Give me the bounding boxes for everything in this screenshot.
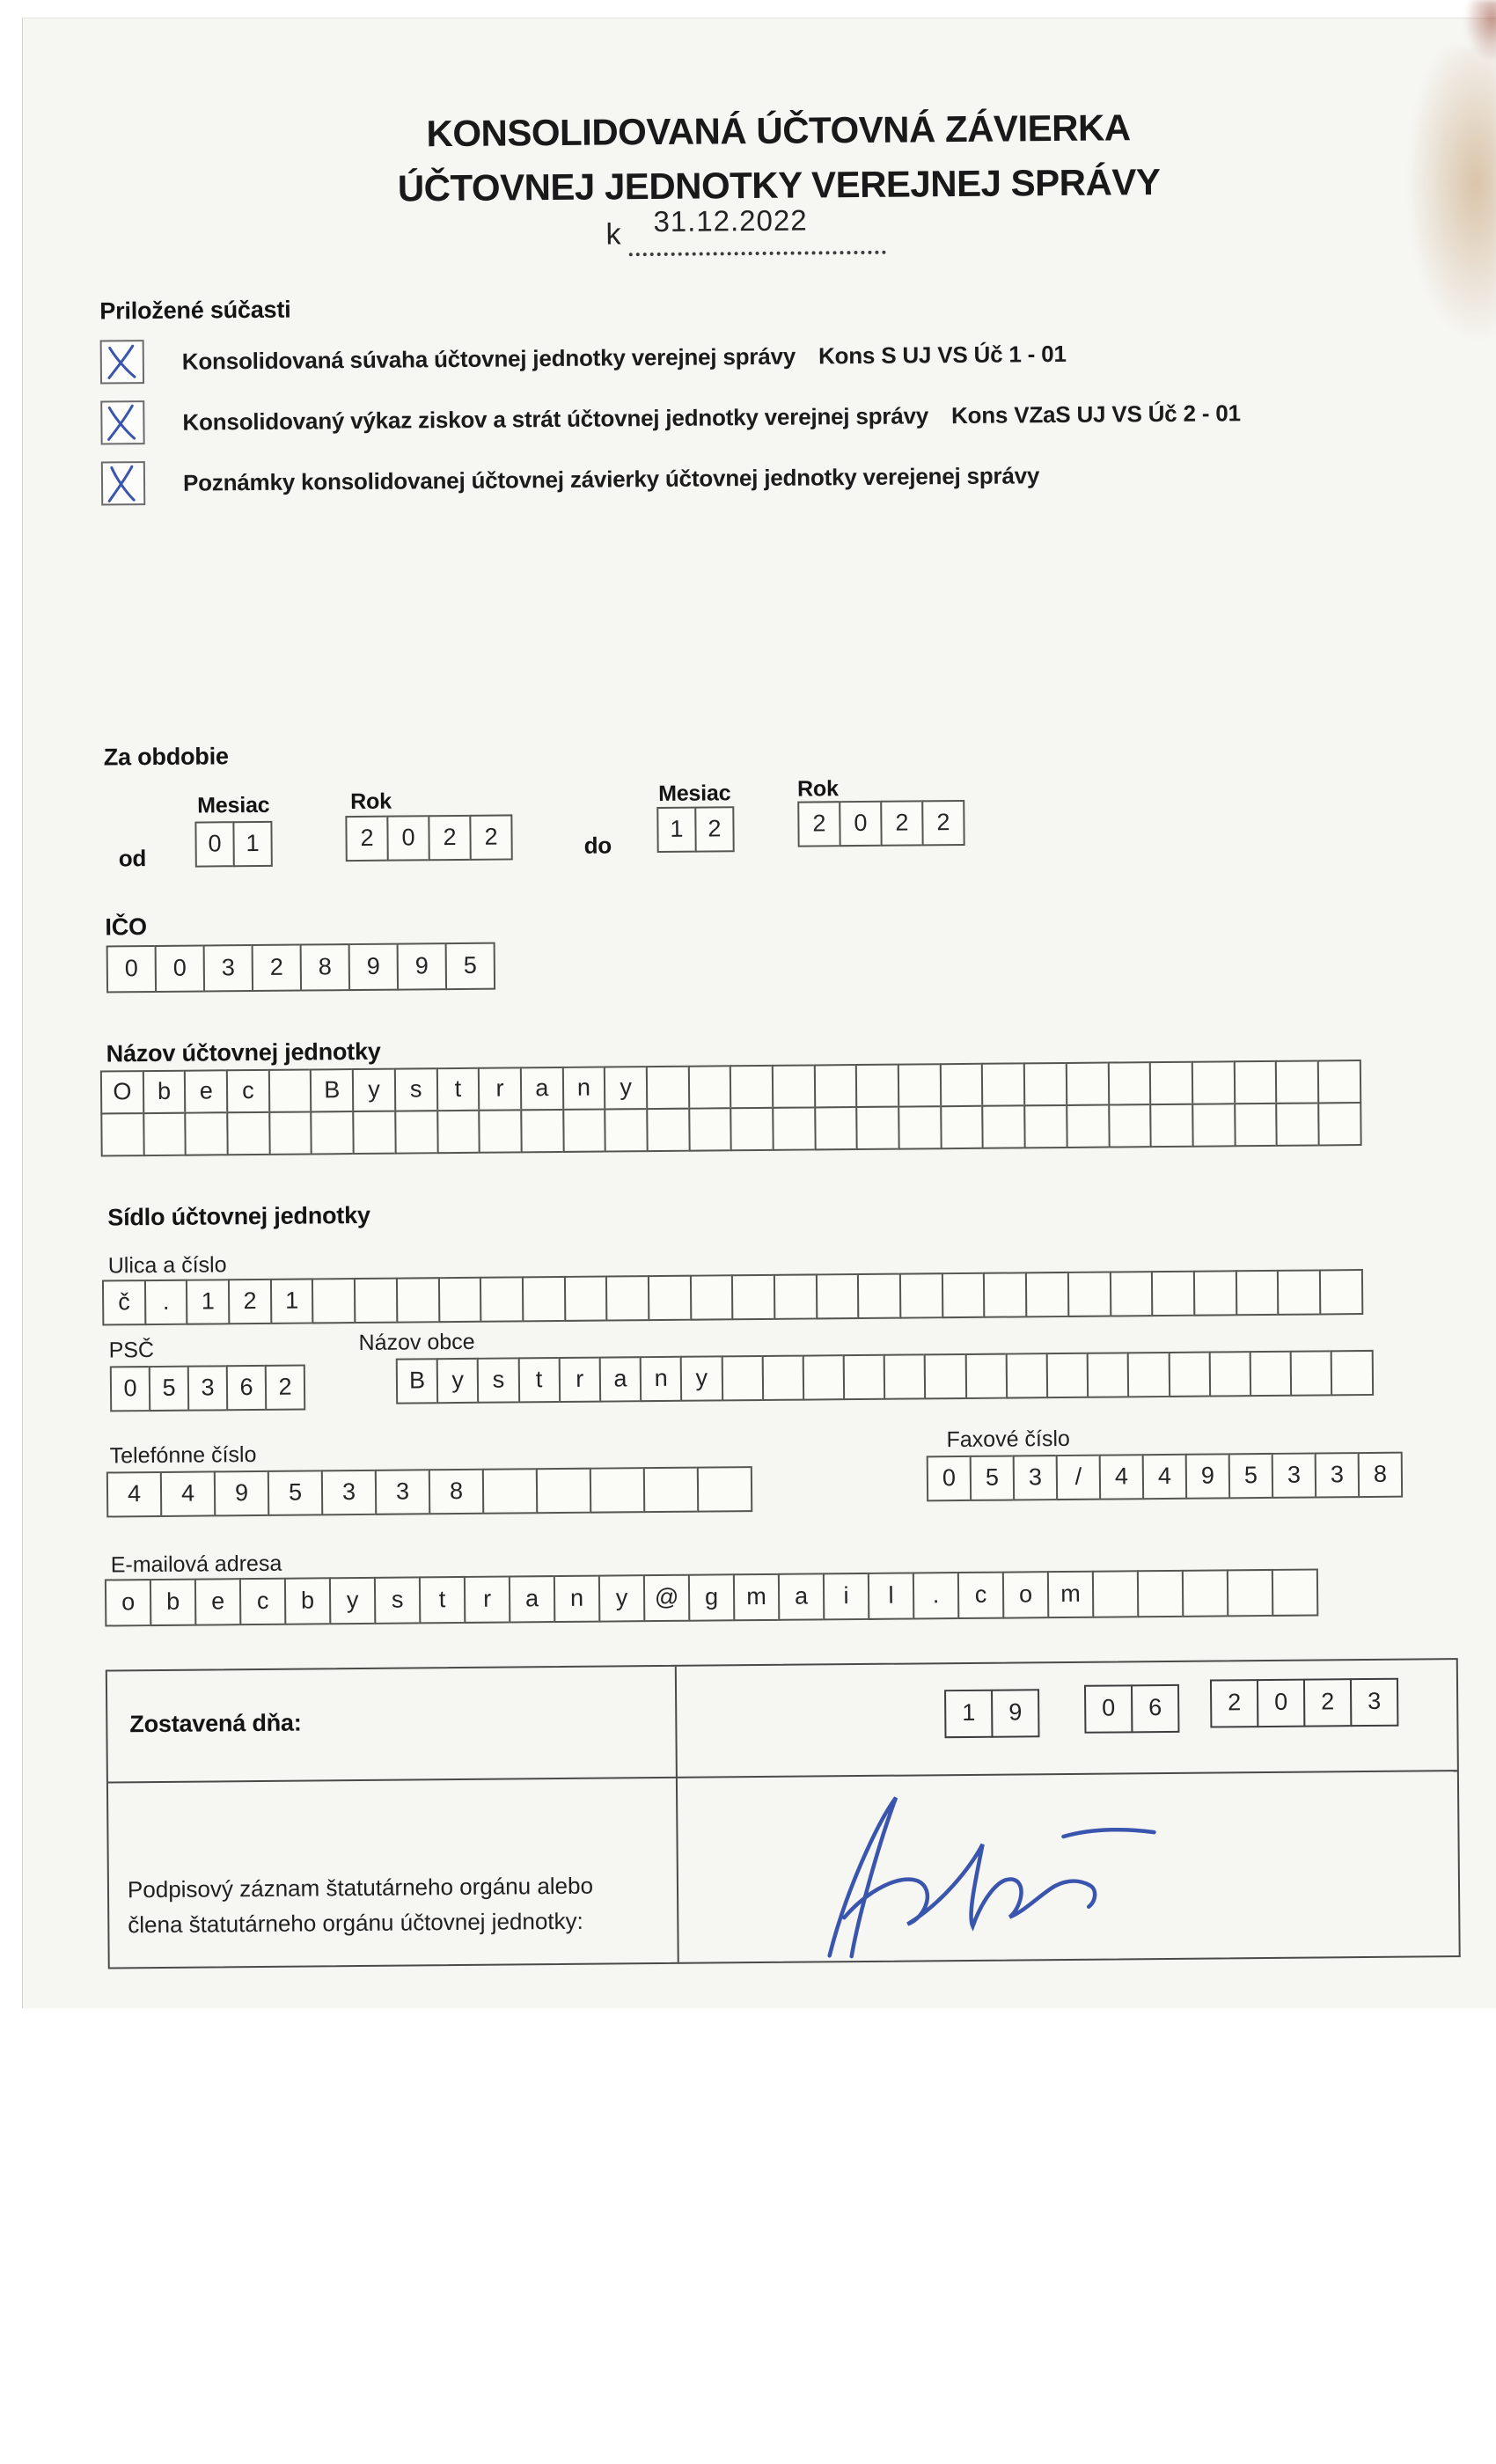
- char-cell: [1066, 1104, 1110, 1148]
- char-cell: [814, 1106, 858, 1150]
- char-cell: [437, 1277, 481, 1323]
- signature-caption: [128, 1868, 594, 1943]
- char-cell: y: [436, 1358, 480, 1404]
- char-cell: [1046, 1353, 1089, 1398]
- char-cell: 9: [214, 1470, 269, 1517]
- char-cell: [1234, 1103, 1278, 1147]
- check-x-icon: [100, 400, 144, 444]
- char-cell: [1272, 1568, 1318, 1616]
- char-cell: 9: [397, 942, 447, 990]
- from-month-grid: [194, 821, 272, 868]
- char-cell: 8: [1358, 1452, 1403, 1498]
- compiled-year-grid: [1210, 1678, 1398, 1728]
- char-cell: č: [102, 1280, 146, 1325]
- char-cell: [646, 1066, 690, 1110]
- char-cell: [482, 1468, 538, 1514]
- period-heading: Za obdobie: [103, 743, 229, 771]
- char-cell: e: [184, 1069, 228, 1113]
- check-x-icon: [101, 461, 145, 505]
- char-cell: [1137, 1570, 1184, 1617]
- char-cell: 3: [321, 1470, 377, 1516]
- char-cell: 5: [149, 1366, 189, 1412]
- char-cell: 1: [270, 1278, 314, 1324]
- char-cell: 5: [445, 942, 495, 990]
- char-cell: [563, 1276, 607, 1322]
- char-cell: 5: [1228, 1453, 1273, 1499]
- char-cell: [940, 1105, 984, 1149]
- to-year-label: Rok: [796, 776, 839, 802]
- attachment-row: [182, 341, 1067, 376]
- char-cell: B: [396, 1358, 439, 1404]
- char-cell: 0: [106, 945, 157, 993]
- char-cell: 2: [428, 815, 471, 861]
- char-cell: 4: [106, 1471, 162, 1518]
- char-cell: b: [284, 1577, 331, 1624]
- char-cell: c: [239, 1578, 286, 1625]
- char-cell: [354, 1278, 398, 1324]
- char-cell: e: [194, 1578, 241, 1625]
- char-cell: [730, 1107, 774, 1151]
- char-cell: [982, 1104, 1026, 1148]
- checkbox-balance-sheet: [100, 340, 144, 384]
- char-cell: b: [143, 1070, 187, 1114]
- char-cell: [884, 1353, 927, 1399]
- char-cell: [1127, 1352, 1170, 1397]
- char-cell: [772, 1064, 816, 1108]
- char-cell: [1277, 1269, 1321, 1315]
- from-label: od: [118, 845, 147, 872]
- char-cell: i: [823, 1573, 869, 1620]
- char-cell: [981, 1062, 1025, 1106]
- char-cell: 0: [386, 815, 429, 861]
- char-cell: 1: [944, 1690, 993, 1738]
- char-cell: 6: [226, 1365, 267, 1411]
- char-cell: [478, 1109, 522, 1153]
- char-cell: [312, 1278, 356, 1324]
- attachment-code: Kons S UJ VS Úč 1 - 01: [818, 340, 1067, 370]
- char-cell: s: [374, 1576, 421, 1624]
- char-cell: 2: [1210, 1679, 1258, 1727]
- char-cell: a: [778, 1573, 825, 1620]
- char-cell: o: [105, 1579, 151, 1626]
- char-cell: [983, 1272, 1027, 1317]
- char-cell: 3: [375, 1469, 430, 1515]
- char-cell: r: [478, 1067, 522, 1111]
- char-cell: [1193, 1270, 1237, 1316]
- char-cell: 3: [1272, 1452, 1316, 1498]
- char-cell: s: [477, 1357, 520, 1403]
- char-cell: [1023, 1104, 1067, 1148]
- char-cell: [816, 1273, 860, 1319]
- char-cell: [226, 1111, 270, 1155]
- char-cell: [1067, 1272, 1111, 1317]
- char-cell: n: [640, 1356, 683, 1402]
- char-cell: [1250, 1351, 1293, 1397]
- char-cell: O: [100, 1070, 144, 1114]
- street-grid: [102, 1269, 1363, 1325]
- char-cell: [1092, 1570, 1139, 1617]
- char-cell: @: [643, 1574, 690, 1622]
- char-cell: 2: [797, 801, 840, 847]
- char-cell: .: [144, 1280, 188, 1325]
- char-cell: [268, 1068, 312, 1112]
- email-grid: [105, 1568, 1318, 1626]
- psc-grid: [110, 1365, 305, 1412]
- char-cell: 1: [656, 807, 696, 853]
- char-cell: [814, 1064, 858, 1108]
- char-cell: [964, 1353, 1008, 1399]
- fax-label: Faxové číslo: [946, 1426, 1071, 1453]
- char-cell: n: [561, 1067, 605, 1111]
- email-label: E-mailová adresa: [110, 1551, 282, 1578]
- char-cell: [1149, 1104, 1193, 1148]
- char-cell: [590, 1467, 645, 1514]
- char-cell: [697, 1466, 752, 1513]
- char-cell: [562, 1109, 606, 1153]
- char-cell: [605, 1108, 649, 1152]
- attachment-code: Kons VZaS UJ VS Úč 2 - 01: [950, 400, 1241, 429]
- char-cell: [1006, 1353, 1049, 1398]
- char-cell: [394, 1110, 438, 1154]
- char-cell: 2: [345, 816, 388, 862]
- char-cell: y: [680, 1355, 723, 1401]
- char-cell: g: [688, 1573, 735, 1621]
- char-cell: B: [310, 1068, 354, 1112]
- char-cell: [268, 1111, 312, 1155]
- char-cell: t: [517, 1357, 561, 1403]
- char-cell: [856, 1106, 900, 1150]
- char-cell: [1025, 1272, 1069, 1317]
- char-cell: 0: [927, 1456, 972, 1501]
- char-cell: [1182, 1569, 1228, 1617]
- psc-label: PSČ: [108, 1338, 155, 1363]
- char-cell: [687, 1065, 731, 1109]
- char-cell: o: [1002, 1571, 1049, 1618]
- char-cell: [480, 1276, 524, 1322]
- char-cell: 9: [991, 1689, 1039, 1737]
- char-cell: 1: [186, 1279, 230, 1324]
- char-cell: [1317, 1060, 1361, 1104]
- char-cell: [1331, 1350, 1374, 1396]
- compiled-date-label: Zostavená dňa:: [129, 1709, 302, 1738]
- attachment-row: [183, 462, 1062, 497]
- char-cell: [721, 1355, 764, 1401]
- checkbox-profit-loss: [100, 400, 144, 444]
- char-cell: [924, 1353, 967, 1399]
- char-cell: t: [419, 1576, 466, 1624]
- char-cell: [1066, 1062, 1110, 1106]
- signature-caption-line2: člena štatutárneho orgánu účtovnej jednotky:: [128, 1907, 583, 1939]
- char-cell: 8: [429, 1469, 484, 1515]
- char-cell: 3: [1315, 1452, 1360, 1498]
- char-cell: [1319, 1269, 1363, 1315]
- char-cell: 3: [1013, 1455, 1058, 1500]
- signature-caption-line1: Podpisový záznam štatutárneho orgánu alebo: [127, 1872, 594, 1903]
- char-cell: 4: [1099, 1454, 1144, 1500]
- char-cell: [648, 1275, 692, 1321]
- char-cell: 0: [1257, 1679, 1305, 1727]
- char-cell: [352, 1111, 396, 1155]
- char-cell: 0: [155, 944, 205, 992]
- char-cell: /: [1056, 1455, 1101, 1500]
- char-cell: y: [329, 1577, 376, 1624]
- char-cell: m: [733, 1573, 780, 1621]
- char-cell: [730, 1065, 774, 1109]
- char-cell: .: [913, 1572, 959, 1619]
- char-cell: 4: [160, 1470, 216, 1517]
- attachments-heading: Priložené súčasti: [99, 296, 291, 325]
- table-horizontal-divider: [108, 1770, 1457, 1783]
- char-cell: [855, 1064, 899, 1108]
- char-cell: 0: [839, 801, 882, 847]
- char-cell: 1: [232, 821, 272, 867]
- char-cell: a: [520, 1067, 564, 1111]
- char-cell: [898, 1063, 942, 1107]
- from-year-label: Rok: [350, 788, 392, 815]
- char-cell: 2: [1303, 1678, 1352, 1727]
- char-cell: [143, 1112, 187, 1156]
- ico-label: IČO: [105, 913, 147, 941]
- table-vertical-divider: [675, 1667, 679, 1962]
- char-cell: 2: [694, 806, 734, 852]
- char-cell: 0: [194, 821, 234, 867]
- attachment-label: Konsolidovaný výkaz ziskov a strát účtovnej jednotky verejnej správy: [182, 402, 929, 436]
- char-cell: [1109, 1271, 1153, 1316]
- char-cell: [1233, 1060, 1277, 1104]
- char-cell: 2: [880, 800, 923, 846]
- title-line-2: ÚČTOVNEJ JEDNOTKY VEREJNEJ SPRÁVY: [397, 160, 1161, 209]
- char-cell: [1192, 1060, 1236, 1104]
- char-cell: 2: [921, 800, 964, 846]
- char-cell: 3: [203, 944, 253, 992]
- char-cell: 3: [187, 1365, 228, 1411]
- char-cell: n: [554, 1575, 600, 1623]
- to-year-grid: [797, 800, 964, 847]
- char-cell: 9: [348, 943, 399, 991]
- char-cell: a: [509, 1575, 555, 1623]
- char-cell: [643, 1467, 699, 1514]
- char-cell: 2: [252, 944, 302, 992]
- handwritten-signature: [744, 1780, 1239, 1974]
- char-cell: [100, 1112, 144, 1156]
- char-cell: [899, 1272, 943, 1318]
- char-cell: [1108, 1104, 1152, 1148]
- char-cell: c: [957, 1572, 1004, 1619]
- char-cell: [311, 1111, 355, 1155]
- char-cell: c: [226, 1069, 270, 1113]
- char-cell: 5: [268, 1470, 323, 1516]
- town-label: Názov obce: [358, 1329, 475, 1355]
- char-cell: m: [1047, 1571, 1094, 1618]
- compiled-day-grid: [944, 1689, 1039, 1738]
- street-label: Ulica a číslo: [107, 1252, 227, 1279]
- char-cell: 2: [469, 814, 512, 860]
- ico-grid: [106, 942, 495, 994]
- fax-grid: [927, 1452, 1403, 1502]
- to-label: do: [583, 832, 612, 859]
- title-line-1: KONSOLIDOVANÁ ÚČTOVNÁ ZÁVIERKA: [426, 106, 1131, 155]
- char-cell: 5: [970, 1455, 1015, 1500]
- attachment-label: Poznámky konsolidovanej účtovnej závierky účtovnej jednotky verejenej správy: [182, 462, 1040, 496]
- char-cell: [1227, 1569, 1273, 1617]
- char-cell: [1290, 1350, 1333, 1396]
- char-cell: 8: [300, 943, 350, 991]
- char-cell: [1107, 1061, 1151, 1105]
- char-cell: [522, 1276, 566, 1322]
- char-cell: [536, 1468, 591, 1514]
- char-cell: [1208, 1351, 1251, 1397]
- char-cell: t: [436, 1067, 480, 1111]
- char-cell: s: [394, 1067, 438, 1111]
- char-cell: [1275, 1060, 1319, 1104]
- attachment-label: Konsolidovaná súvaha účtovnej jednotky verejnej správy: [181, 342, 796, 375]
- char-cell: 6: [1131, 1684, 1179, 1733]
- dotted-line: [628, 221, 885, 257]
- char-cell: 0: [1084, 1684, 1133, 1733]
- char-cell: [1235, 1270, 1279, 1316]
- from-month-label: Mesiac: [197, 792, 270, 818]
- char-cell: 9: [1185, 1453, 1230, 1499]
- to-month-grid: [656, 806, 734, 853]
- char-cell: [774, 1273, 818, 1319]
- char-cell: 2: [228, 1279, 272, 1324]
- char-cell: [940, 1063, 984, 1107]
- phone-label: Telefónne číslo: [109, 1442, 257, 1469]
- from-year-grid: [345, 814, 512, 862]
- char-cell: [1023, 1062, 1067, 1106]
- char-cell: r: [558, 1357, 601, 1403]
- compiled-month-grid: [1084, 1684, 1179, 1734]
- char-cell: [520, 1109, 564, 1153]
- char-cell: [646, 1108, 690, 1152]
- char-cell: [1275, 1102, 1319, 1146]
- char-cell: [436, 1110, 480, 1154]
- attachment-row: [182, 400, 1241, 436]
- char-cell: y: [604, 1066, 648, 1110]
- char-cell: [772, 1106, 816, 1150]
- address-heading: Sídlo účtovnej jednotky: [107, 1201, 370, 1231]
- entity-name-label: Názov účtovnej jednotky: [106, 1038, 381, 1067]
- char-cell: 0: [110, 1366, 150, 1412]
- report-date: 31.12.2022: [653, 203, 808, 238]
- town-grid: [396, 1350, 1374, 1404]
- char-cell: l: [868, 1572, 914, 1619]
- checkbox-notes: [101, 461, 145, 505]
- char-cell: [898, 1105, 942, 1149]
- char-cell: [1192, 1103, 1236, 1147]
- char-cell: [843, 1354, 886, 1400]
- char-cell: [1087, 1352, 1130, 1397]
- char-cell: [803, 1354, 846, 1400]
- char-cell: [690, 1274, 734, 1320]
- char-cell: 2: [265, 1365, 305, 1411]
- char-cell: [761, 1355, 804, 1401]
- char-cell: a: [599, 1356, 642, 1402]
- char-cell: [857, 1273, 901, 1319]
- char-cell: r: [464, 1575, 510, 1623]
- phone-grid: [106, 1466, 752, 1517]
- char-cell: [731, 1274, 775, 1320]
- char-cell: [605, 1275, 649, 1321]
- char-cell: [688, 1107, 732, 1151]
- char-cell: [1151, 1271, 1195, 1316]
- to-month-label: Mesiac: [658, 781, 731, 806]
- check-x-icon: [100, 340, 144, 384]
- char-cell: b: [150, 1579, 196, 1626]
- char-cell: 3: [1350, 1678, 1398, 1727]
- char-cell: [1149, 1061, 1193, 1105]
- char-cell: y: [598, 1574, 645, 1622]
- char-cell: [185, 1111, 229, 1155]
- char-cell: [942, 1272, 986, 1318]
- char-cell: [1317, 1102, 1361, 1146]
- char-cell: [1168, 1352, 1211, 1397]
- date-prefix: k: [605, 217, 621, 252]
- char-cell: y: [352, 1068, 396, 1112]
- page-title: [30, 97, 1496, 219]
- char-cell: 4: [1142, 1454, 1187, 1500]
- char-cell: [396, 1277, 440, 1323]
